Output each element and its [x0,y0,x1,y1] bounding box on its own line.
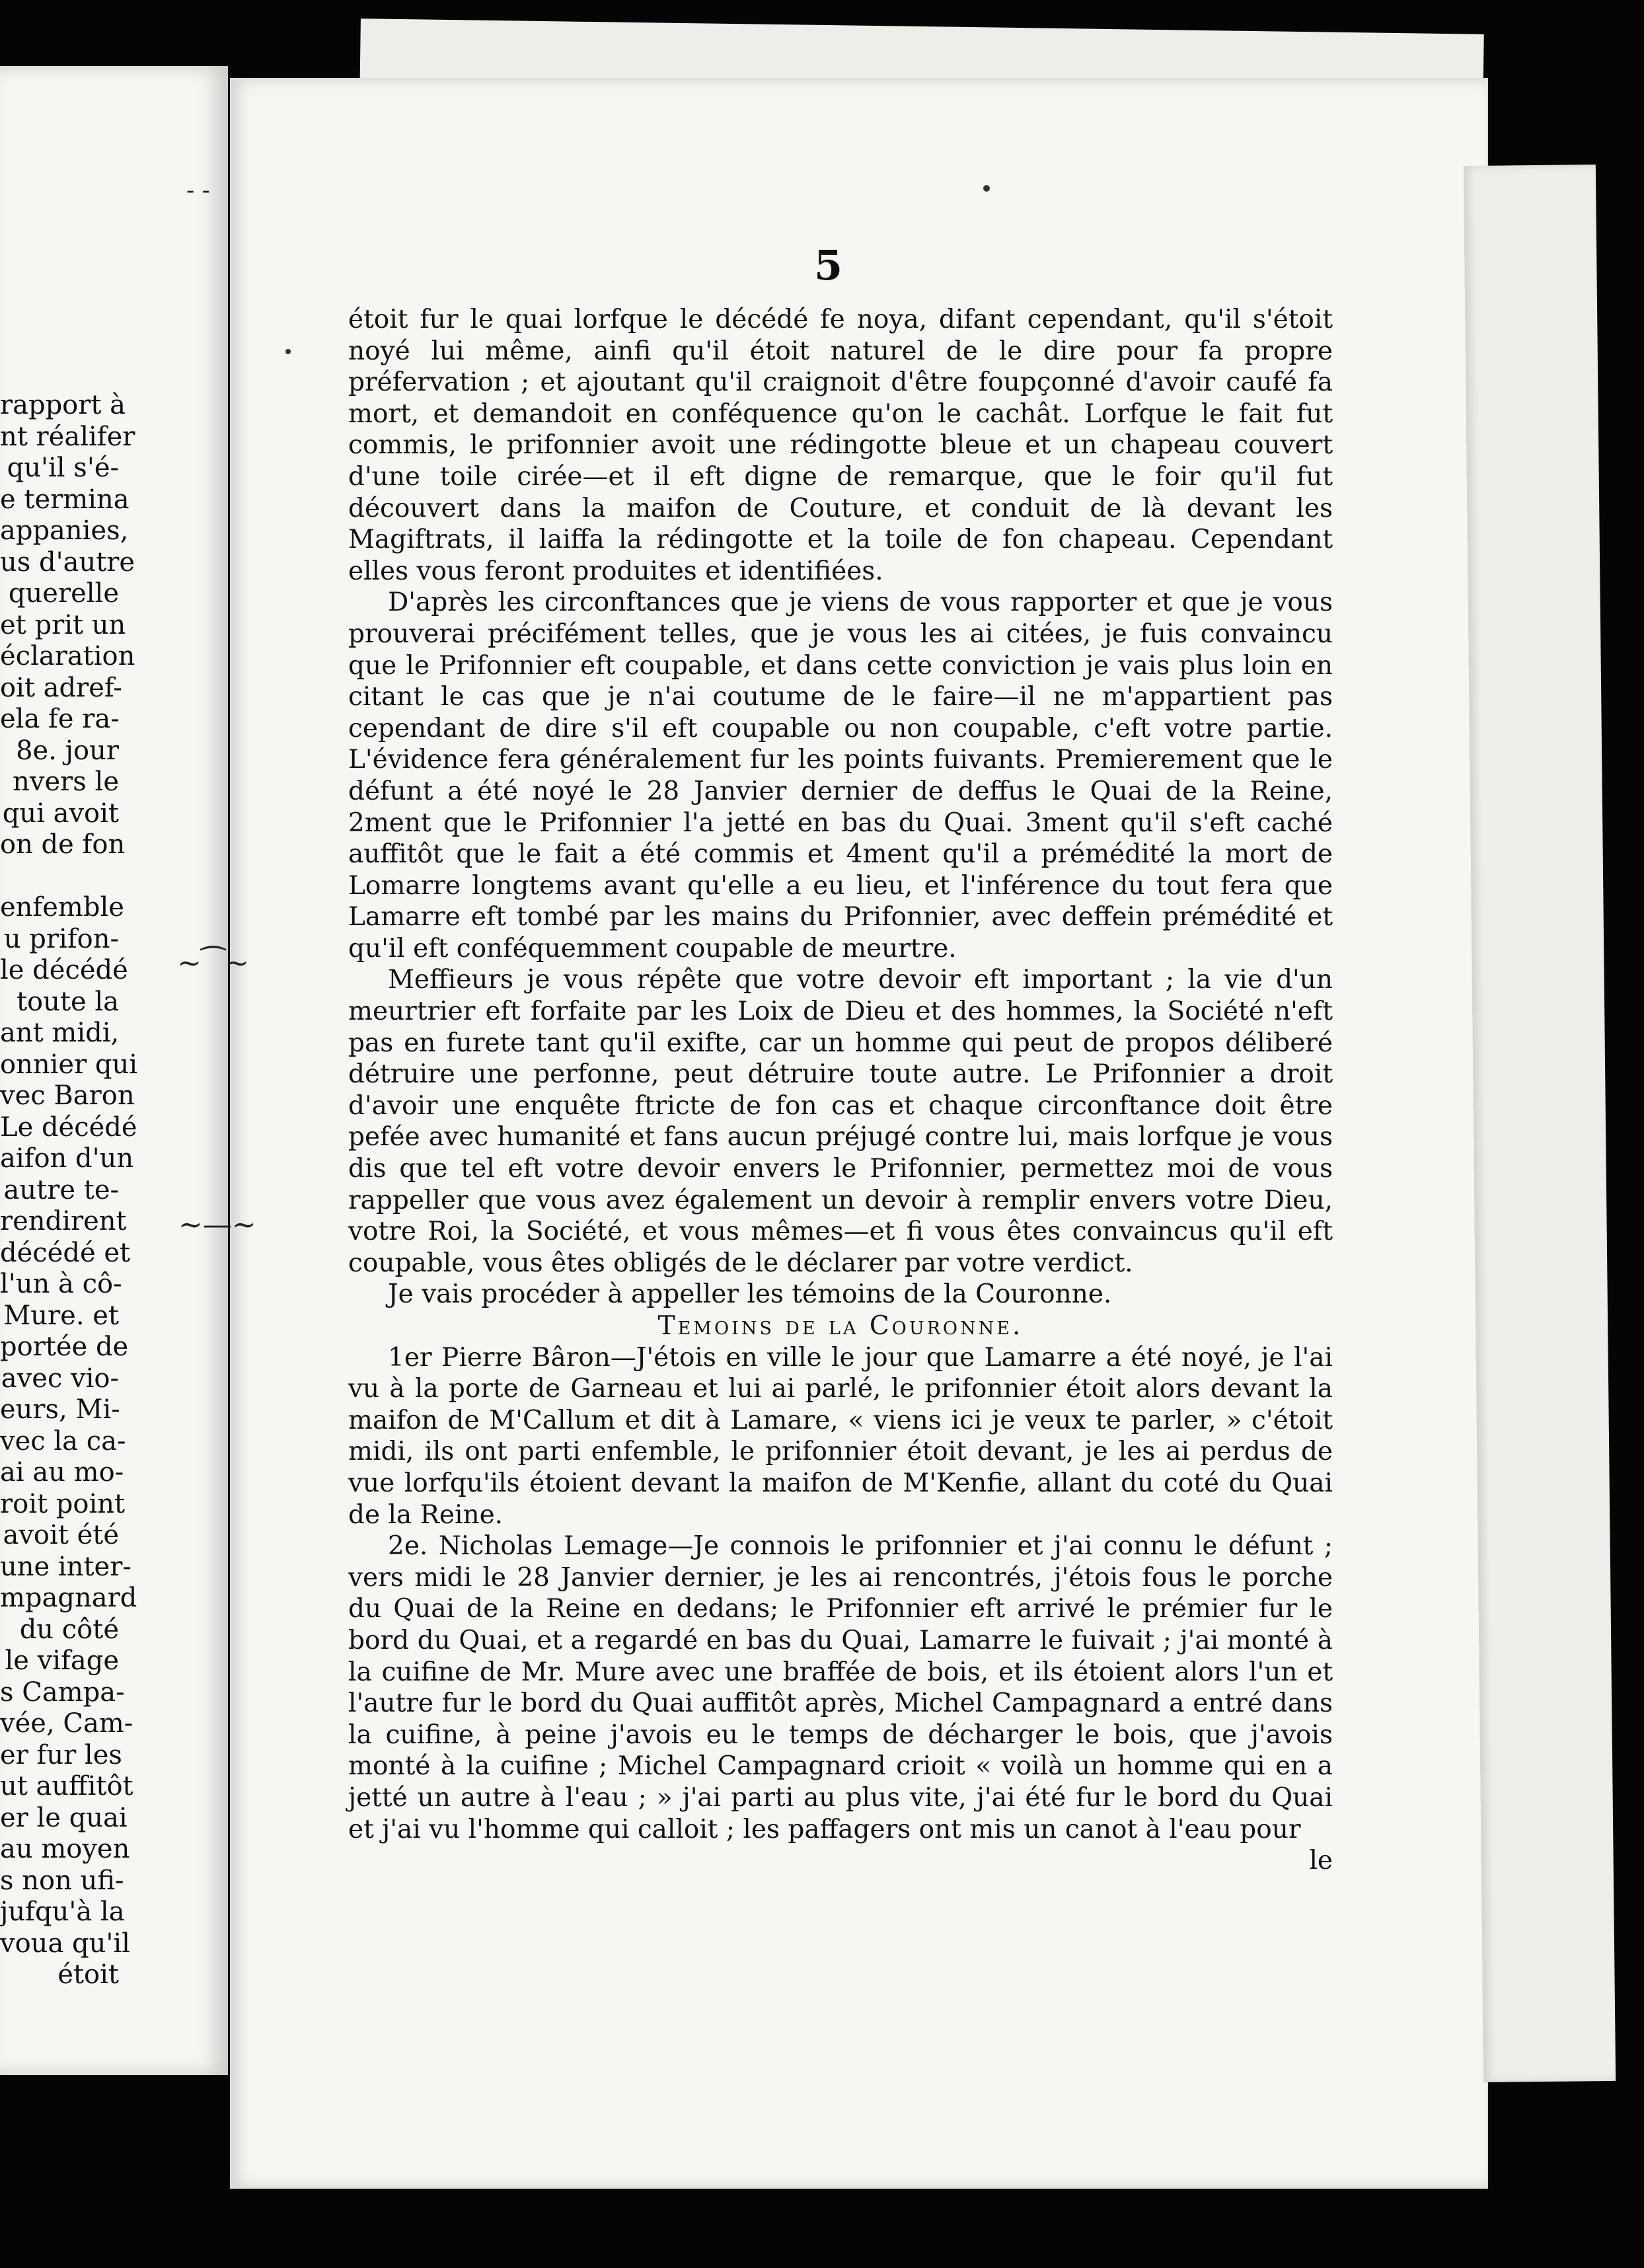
left-fragment-line: étoit [57,1959,119,1990]
catchword: le [1309,1846,1333,1876]
left-fragment-line: enfemble [0,892,124,923]
left-fragment-line: us d'autre [0,547,135,578]
left-fragment-line [0,861,119,893]
left-fragment-line: u prifon- [3,923,119,954]
left-fragment-line: au moyen [0,1834,130,1864]
left-fragment-line: qui avoit [2,798,119,829]
left-fragment-line: 8e. jour [16,735,119,766]
left-fragment-line: e termina [0,484,130,515]
left-fragment-line: autre te- [3,1174,119,1205]
right-page-edge [1464,165,1616,2082]
left-fragment-line: vée, Cam- [0,1708,133,1739]
left-fragment-line: rendirent [0,1206,127,1236]
left-fragment-line: une inter- [0,1551,131,1582]
witness-paragraph: 1er Pierre Bâron—J'étois en ville le jour que Lamarre a été noyé, je l'ai vu à la porte de Garneau et lui ai parlé, le prifonnier étoit alors devant la maifon de M'Callum et dit à Lamare, « viens ici je veux te parler, » c'étoit midi, ils ont parti enfemble, le prifonnier étoit devant, je les ai perdus de vue lorfqu'ils étoient devant la maifon de M'Kenfie, allant du coté du Quai de la Reine. [348,1342,1333,1530]
left-fragment-line: voua qu'il [0,1928,130,1959]
section-heading: Temoins de la Couronne. [657,1311,1024,1341]
left-fragment-line: vec la ca- [0,1425,126,1456]
flourish-mark: ~—~ [178,1208,256,1242]
left-fragment-line: vec Baron [0,1080,135,1111]
left-fragment-line: s Campa- [0,1677,125,1708]
witness-paragraph: 2e. Nicholas Lemage—Je connois le prifonnier et j'ai connu le défunt ; vers midi le 28 Janvier dernier, je les ai rencontrés, j'étois fous le porche du Quai de la Reine en dedans; le Prifonnier eft arrivé le prémier fur le bord du Quai, et a regardé en bas du Quai, Lamarre le fuivait ; j'ai monté à la cuifine de Mr. Mure avec une braffée de bois, et ils étoient alors l'un et l'autre fur le bord du Quai auffitôt après, Michel Campagnard a entré dans la cuifine, à peine j'avois eu le temps de décharger le bois, que j'avois monté à la cuifine ; Michel Campagnard crioit « voilà un homme qui en a jetté un autre à l'eau ; » j'ai parti au plus vite, j'ai été fur le bord du Quai et j'ai vu l'homme qui calloit ; les paffagers ont mis un canot à l'eau pour [348,1531,1333,1844]
left-fragment-line: et prit un [0,609,126,640]
left-fragment-line: appanies, [0,515,129,546]
left-fragment-line: eurs, Mi- [0,1394,120,1425]
left-fragment-line: mpagnard [0,1583,137,1613]
left-fragment-line: toute la [16,986,119,1017]
left-fragment-line: ant midi, [0,1018,120,1048]
left-fragment-line: du côté [19,1614,119,1645]
left-fragment-line: avoit été [3,1520,119,1550]
left-fragment-line: nvers le [13,767,119,797]
left-fragment-line: aifon d'un [0,1143,134,1174]
ink-spot [285,349,291,354]
left-fragment-line: avec vio- [1,1363,119,1394]
left-fragment-line: Mure. et [3,1300,119,1331]
paragraph: D'après les circonftances que je viens de vous rapporter et que je vous prouverai précifément telles, que je vous les ai citées, je fuis convaincu que le Prifonnier eft coupable, et dans cette conviction je vais plus loin en citant le cas que je n'ai coutume de le faire—il ne m'appartient pas cependant de dire s'il eft coupable ou non coupable, c'eft votre partie. L'évidence fera généralement fur les points fuivants. Premierement que le défunt a été noyé le 28 Janvier dernier de deffus le Quai de la Reine, 2ment que le Prifonnier l'a jetté en bas du Quai. 3ment qu'il s'eft caché auffitôt que le fait a été commis et 4ment qu'il a prémédité la mort de Lomarre longtems avant qu'elle a eu lieu, et l'inférence du tout fera que Lamarre eft tombé par les mains du Prifonnier, avec deffein prémédité et qu'il eft conféquemment coupable de meurtre. [348,587,1333,964]
left-fragment-line: l'un à cô- [0,1269,122,1299]
left-fragment-line: querelle [8,578,119,609]
ink-spot [983,185,990,192]
left-fragment-line: oit adref- [0,672,122,703]
left-fragment-line: le décédé [0,955,128,985]
left-fragment-line: ela fe ra- [0,704,120,734]
left-fragment-line: jufqu'à la [0,1897,125,1927]
left-fragment-line: er fur les [0,1739,122,1770]
page-number: 5 [814,241,843,289]
paragraph: étoit fur le quai lorfque le décédé fe noya, difant cependant, qu'il s'étoit noyé lui même, ainfi qu'il étoit naturel de le dire pour fa propre préfervation ; et ajoutant qu'il craignoit d'être foupçonné d'avoir caufé fa mort, et demandoit en conféquence qu'on le cachât. Lorfque le fait fut commis, le prifonnier avoit une rédingotte bleue et un chapeau couvert d'une toile cirée—et il eft digne de remarque, que le foir qu'il fut découvert dans la maifon de Couture, et conduit de là devant les Magiftrats, il laiffa la rédingotte et la toile de fon chapeau. Cependant elles vous feront produites et identifiées. [348,305,1333,586]
left-fragment-line: roit point [0,1488,126,1519]
left-fragment-line: onnier qui [0,1049,138,1080]
left-fragment-line: le vifage [5,1645,119,1676]
paragraph: Meffieurs je vous répête que votre devoir eft important ; la vie d'un meurtrier eft forfaite par les Loix de Dieu et des hommes, la Société n'eft pas en furete tant qu'il exifte, car un homme qui peut de propos déliberé détruire une perfonne, peut détruire toute autre. Le Prifonnier a droit d'avoir une enquête ftricte de fon cas et chaque circonftance doit être pefée avec humanité et fans aucun préjugé contre lui, mais lorfque je vous dis que tel eft votre devoir envers le Prifonnier, permettez moi de vous rappeller que vous avez également un devoir à remplir envers votre Dieu, votre Roi, la Société, et vous mêmes—et fi vous êtes convaincus qu'il eft coupable, vous êtes obligés de le déclarer par votre verdict. [348,965,1333,1278]
left-fragment-line: rapport à [0,390,126,420]
left-page-text-fragment [0,390,138,1991]
paragraph: Je vais procéder à appeller les témoins de la Couronne. [388,1279,1112,1310]
left-page [0,66,228,2075]
left-fragment-line: ut auffitôt [0,1771,133,1801]
left-fragment-line: er le quai [0,1802,128,1833]
left-fragment-line: s non ufi- [0,1865,124,1896]
flourish-mark: ~⁀~ [177,946,250,980]
left-fragment-line: éclaration [0,641,135,671]
left-fragment-line: qu'il s'é- [7,453,119,483]
left-fragment-line: ai au mo- [0,1457,124,1488]
left-fragment-line: décédé et [0,1237,131,1268]
body-text [348,304,1333,1877]
left-fragment-line: nt réalifer [0,421,135,452]
left-fragment-line: portée de [0,1332,129,1362]
left-fragment-line: on de fon [0,829,126,860]
left-fragment-line: Le décédé [0,1112,137,1143]
margin-mark: - - [186,177,210,204]
